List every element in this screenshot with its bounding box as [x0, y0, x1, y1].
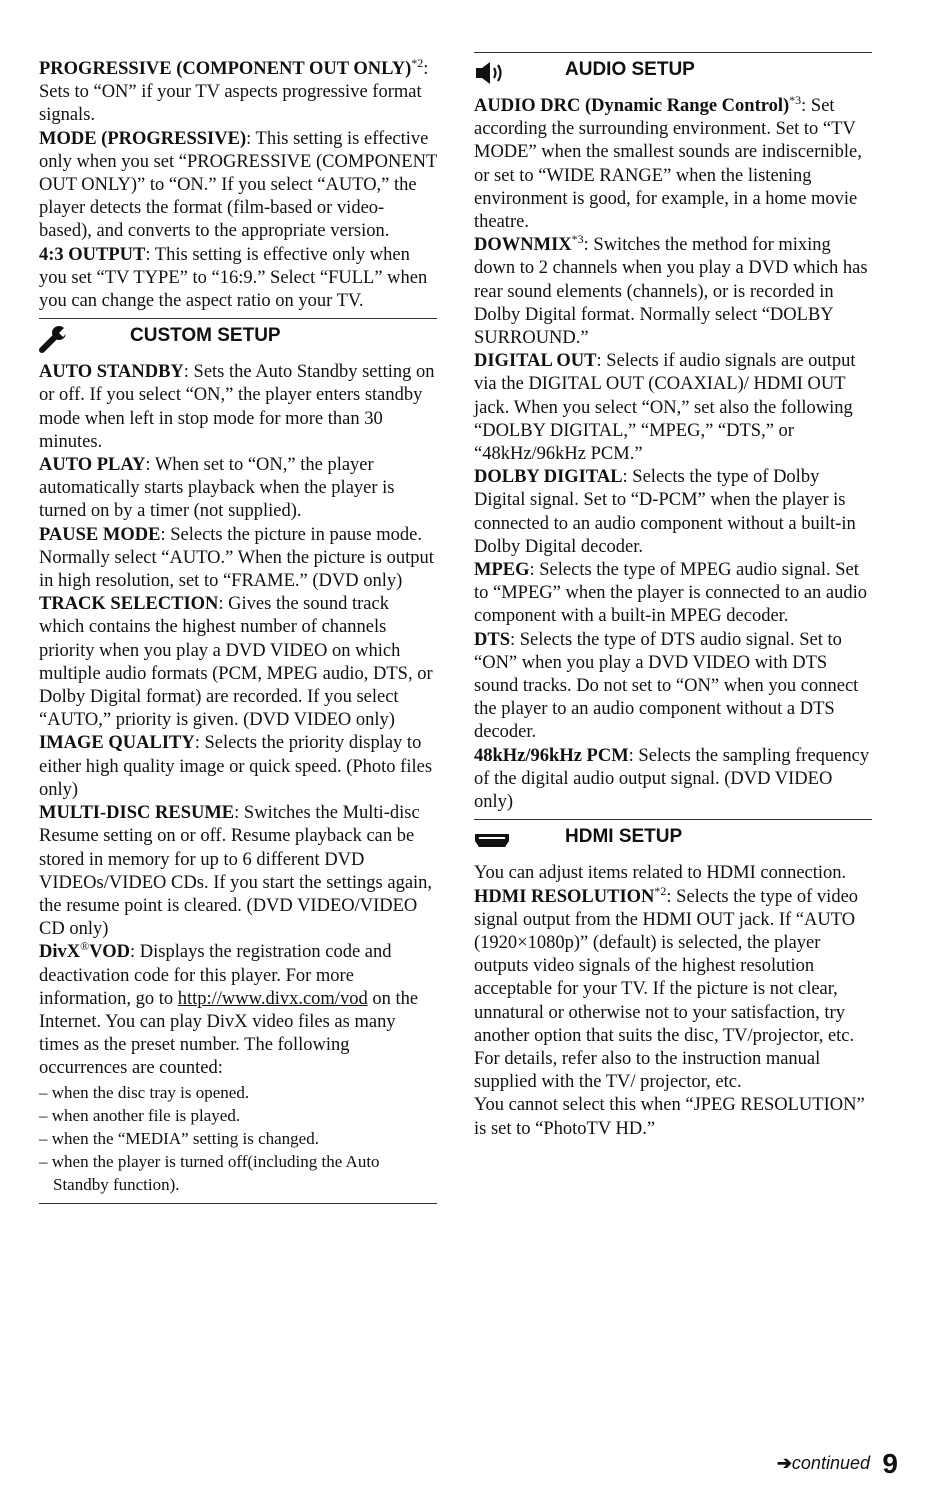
continued-label: ➔continued	[776, 1453, 870, 1473]
hdmi-setup-header	[474, 819, 872, 860]
hdmi-connector-icon	[474, 826, 510, 854]
right-column	[474, 52, 872, 1141]
speaker-icon	[474, 59, 510, 87]
entry-auto-play: AUTO PLAY: When set to “ON,” the player automatically starts playback when the player is turned on by a timer (not supplied).	[39, 455, 395, 522]
audio-setup-title: AUDIO SETUP	[565, 59, 695, 80]
entry-auto-standby: AUTO STANDBY: Sets the Auto Standby setting on or off. If you select “ON,” the player enters standby mode when left in stop mode for more than 30 minutes.	[39, 362, 435, 452]
entry-downmix: DOWNMIX$^{*3}$: Switches the method for mixing down to 2 channels when you play a DVD which has rear sound elements (channels), or is recorded in Dolby Digital format. Normally select “DOLBY SURROUND.”	[474, 232, 868, 349]
entry-divx-vod: DivX®VOD: Displays the registration code and deactivation code for this player. For more information, go to http://www.divx.com/vod on the Internet. You can play DivX video files as many times as the preset number. The following occurrences are counted:	[39, 939, 419, 1079]
entry-dts: DTS: Selects the type of DTS audio signal. Set to “ON” when you play a DVD VIDEO with DTS sound tracks. Do not set to “ON” when you connect the player to an audio component without a DTS decoder.	[474, 629, 859, 743]
entry-hdmi-resolution: HDMI RESOLUTION$^{*2}$: Selects the type of video signal output from the HDMI OUT jack. If “AUTO (1920×1080p)” (default) is selected, the player outputs video signals of the highest resolution acceptable for your TV. If the picture is not clear, unnatural or otherwise not to your satisfaction, try another option that suits the disc, TV/projector, etc. For details, refer also to the instruction manual supplied with the TV/ projector, etc.	[474, 883, 859, 1093]
entry-dolby-digital: DOLBY DIGITAL: Selects the type of Dolby Digital signal. Set to “D-PCM” when the player is connected to an audio component without a built-in Dolby Digital decoder.	[474, 467, 856, 557]
entry-pause-mode: PAUSE MODE: Selects the picture in pause mode. Normally select “AUTO.” When the picture is output in high resolution, set to “FRAME.” (DVD only)	[39, 524, 434, 592]
page-number: 9	[882, 1448, 898, 1479]
audio-setup-header	[474, 52, 872, 93]
entry-digital-out: DIGITAL OUT: Selects if audio signals are output via the DIGITAL OUT (COAXIAL)/ HDMI OUT jack. When you select “ON,” set also the following “DOLBY DIGITAL,” “MPEG,” “DTS,” or “48kHz/96kHz PCM.”	[474, 351, 856, 465]
entry-mode-progressive: MODE (PROGRESSIVE): This setting is effective only when you set “PROGRESSIVE (COMPONENT OUT ONLY)” to “ON.” If you select “AUTO,” the player detects the format (film-based or video-based), and converts to the appropriate version.	[39, 128, 437, 242]
entry-48khz-96khz-pcm: 48kHz/96kHz PCM: Selects the sampling frequency of the digital audio output signal. (DVD VIDEO only)	[474, 745, 870, 813]
entry-image-quality: IMAGE QUALITY: Selects the priority display to either high quality image or quick speed. (Photo files only)	[39, 733, 433, 800]
hdmi-setup-title: HDMI SETUP	[565, 826, 683, 848]
section-divider	[39, 1203, 437, 1204]
custom-setup-title: CUSTOM SETUP	[130, 325, 281, 347]
list-item: – when the player is turned off(including the Auto Standby function).	[39, 1151, 380, 1194]
wrench-icon	[39, 325, 75, 353]
hdmi-note: You cannot select this when “JPEG RESOLUTION” is set to “PhotoTV HD.”	[474, 1095, 865, 1139]
entry-mpeg: MPEG: Selects the type of MPEG audio signal. Set to “MPEG” when the player is connected to an audio component with a built-in MPEG decoder.	[474, 560, 868, 627]
list-item: – when the disc tray is opened.	[39, 1082, 250, 1102]
list-item: – when the “MEDIA” setting is changed.	[39, 1128, 319, 1148]
entry-track-selection: TRACK SELECTION: Gives the sound track which contains the highest number of channels priority when you play a DVD VIDEO on which multiple audio formats (PCM, MPEG audio, DTS, or Dolby Digital format) are recorded. If you select “AUTO,” priority is given. (DVD VIDEO only)	[39, 594, 433, 731]
custom-setup-header	[39, 318, 437, 359]
entry-progressive: PROGRESSIVE (COMPONENT OUT ONLY)$^{*2}$: Sets to “ON” if your TV aspects progressive format signals.	[39, 56, 429, 126]
entry-audio-drc: AUDIO DRC (Dynamic Range Control)$^{*3}$: Set according the surrounding environment. Set to “TV MODE” when the smallest sounds are indiscernible, or set to “WIDE RANGE” when the listening environment is good, for example, in a home movie theatre.	[474, 93, 862, 233]
entry-4-3-output: 4:3 OUTPUT: This setting is effective only when you set “TV TYPE” to “16:9.” Select “FULL” when you can change the aspect ratio on your TV.	[39, 244, 428, 312]
left-column	[39, 58, 437, 1204]
list-item: – when another file is played.	[39, 1105, 241, 1125]
arrow-right-icon: ➔	[776, 1453, 792, 1473]
entry-multi-disc-resume: MULTI-DISC RESUME: Switches the Multi-disc Resume setting on or off. Resume playback can be stored in memory for up to 6 different DVD VIDEOs/VIDEO CDs. If you start the settings again, the resume point is cleared. (DVD VIDEO/VIDEO CD only)	[39, 803, 433, 940]
hdmi-intro: You can adjust items related to HDMI connection.	[474, 863, 847, 884]
divx-vod-link[interactable]: http://www.divx.com/vod	[177, 988, 368, 1009]
